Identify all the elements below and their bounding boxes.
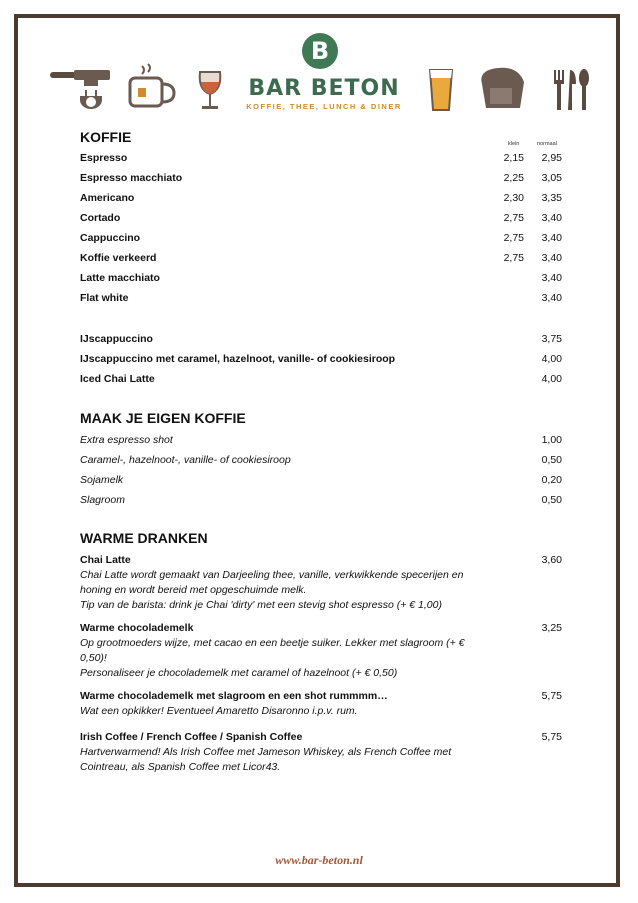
menu-item [80,232,562,248]
menu-item [80,192,562,208]
espresso-machine-icon [48,66,112,110]
tea-cup-icon [126,62,178,112]
menu-item [80,152,562,168]
cutlery-icon [552,68,592,112]
item-name: Americano [80,192,135,204]
item-name: Warme chocolademelk met slagroom en een shot rummmm… [80,690,388,702]
item-name: Koffie verkeerd [80,252,157,264]
item-description [80,568,480,613]
item-price-small: 2,15 [503,152,524,164]
description-line: Hartverwarmend! Als Irish Coffee met Jameson Whiskey, als French Coffee met [80,746,452,758]
wine-glass-icon [196,70,224,112]
item-price-normal: 3,40 [541,212,562,224]
item-name: Latte macchiato [80,272,160,284]
menu-item [80,172,562,188]
item-name: Cappuccino [80,232,141,244]
item-price: 3,60 [541,554,562,566]
item-name: Espresso [80,152,128,164]
item-name: Warme chocolademelk [80,622,194,634]
item-name: Iced Chai Latte [80,373,155,385]
menu-item [80,252,562,268]
item-price-normal: 3,75 [541,333,562,345]
column-header-klein: klein [508,141,520,147]
menu-item [80,434,562,450]
menu-item [80,212,562,228]
item-price-normal: 3,40 [541,252,562,264]
item-name: Espresso macchiato [80,172,183,184]
item-price: 0,50 [541,494,562,506]
bread-icon [476,64,530,112]
item-price: 5,75 [541,731,562,743]
beer-glass-icon [428,68,454,112]
description-line: Tip van de barista: drink je Chai 'dirty' met een stevig shot espresso (+ € 1,00) [80,599,442,611]
item-price-small: 2,75 [503,252,524,264]
description-line: honing en wordt bereid met opgeschuimde melk. [80,584,307,596]
item-price-normal: 2,95 [541,152,562,164]
item-price-normal: 3,40 [541,292,562,304]
menu-item [80,454,562,470]
website-link[interactable]: www.bar-beton.nl [275,853,363,867]
item-name: Irish Coffee / French Coffee / Spanish Coffee [80,731,303,743]
section-title-koffie: KOFFIE [80,129,132,145]
menu-item [80,353,562,369]
item-price: 5,75 [541,690,562,702]
description-line: Chai Latte wordt gemaakt van Darjeeling thee, vanille, verkwikkende specerijen en [80,569,464,581]
item-price: 3,25 [541,622,562,634]
description-line: Personaliseer je chocolademelk met caramel of hazelnoot (+ € 0,50) [80,667,398,679]
logo-badge: B [302,33,338,69]
brand-tagline: KOFFIE, THEE, LUNCH & DINER [246,102,402,111]
description-line: Op grootmoeders wijze, met cacao en een beetje suiker. Lekker met slagroom (+ € [80,637,465,649]
menu-item [80,474,562,490]
item-price-normal: 3,40 [541,232,562,244]
item-price: 1,00 [541,434,562,446]
brand-name: BAR BETON [248,76,400,101]
item-price-small: 2,25 [503,172,524,184]
item-price-normal: 4,00 [541,353,562,365]
item-name: Extra espresso shot [80,434,173,446]
item-price-normal: 3,40 [541,272,562,284]
item-price-normal: 4,00 [541,373,562,385]
item-price-normal: 3,05 [541,172,562,184]
item-name: Cortado [80,212,121,224]
menu-item [80,272,562,288]
section-title-warm: WARME DRANKEN [80,530,208,546]
item-price-small: 2,75 [503,232,524,244]
item-description [80,704,480,719]
item-description [80,636,480,681]
menu-item [80,292,562,308]
item-name: Sojamelk [80,474,124,486]
column-header-normaal: normaal [537,141,557,147]
menu-item [80,494,562,510]
menu-item [80,373,562,389]
item-price-small: 2,30 [503,192,524,204]
item-name: Slagroom [80,494,125,506]
item-name: IJscappuccino [80,333,153,345]
item-price-normal: 3,35 [541,192,562,204]
item-price: 0,20 [541,474,562,486]
description-line: Wat een opkikker! Eventueel Amaretto Disaronno i.p.v. rum. [80,705,358,717]
item-price: 0,50 [541,454,562,466]
section-title-eigen: MAAK JE EIGEN KOFFIE [80,410,246,426]
item-price-small: 2,75 [503,212,524,224]
item-name: Caramel-, hazelnoot-, vanille- of cookiesiroop [80,454,291,466]
description-line: Cointreau, als Spanish Coffee met Licor43. [80,761,281,773]
item-name: Flat white [80,292,129,304]
description-line: 0,50)! [80,652,107,664]
item-name: Chai Latte [80,554,131,566]
menu-item [80,333,562,349]
item-description [80,745,480,775]
item-name: IJscappuccino met caramel, hazelnoot, vanille- of cookiesiroop [80,353,396,365]
